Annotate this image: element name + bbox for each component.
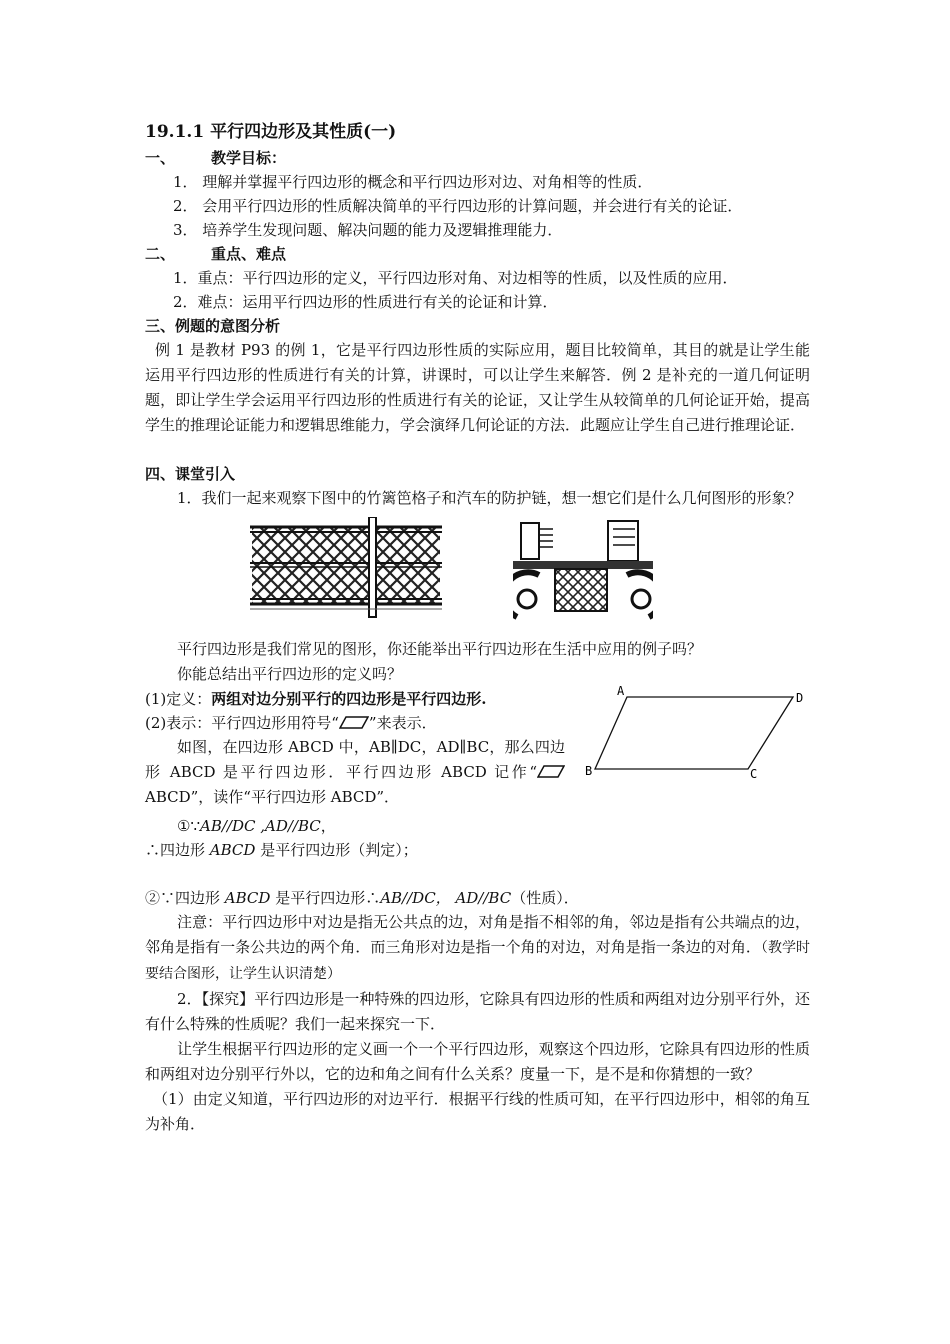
section-1-heading [145, 146, 810, 170]
document-page [145, 120, 810, 1137]
section-2-number: 二、 [145, 245, 176, 263]
condition-2-a: ∴四边形 [145, 841, 210, 859]
parallelogram-symbol-icon [537, 765, 565, 778]
vertex-label-a: A [617, 685, 625, 698]
condition-1-a: ①∵ [177, 817, 200, 835]
key-point-item-1: 1．重点：平行四边形的定义，平行四边形对角、对边相等的性质，以及性质的应用． [173, 269, 738, 287]
vertex-label-d: D [796, 691, 804, 705]
conclusion-paragraph: （1）由定义知道，平行四边形的对边平行．根据平行线的性质可知，在平行四边形中，相邻的角互为补角． [145, 1090, 810, 1133]
vertex-label-b: B [585, 764, 593, 778]
goal-item-2: 2． 会用平行四边形的性质解决简单的平行四边形的计算问题，并会进行有关的论证． [173, 197, 743, 215]
section-1-number: 一、 [145, 149, 176, 167]
section-3-paragraph: 例 1 是教材 P93 的例 1，它是平行四边形性质的实际应用，题目比较简单，其目的就是让学生能运用平行四边形的性质进行有关的计算，讲课时，可以让学生来解答．例 2 是补充的一道几何证明题，即让学生学会运用平行四边形的性质进行有关的论证，又让学生从较简单的几何论证开始，提高学生的推理论证能力和逻辑思维能力，学会演绎几何论证的方法．此题应让学生自己进行推理论证． [145, 341, 810, 434]
example-notation-text-2: ABCD”，读作“平行四边形 ABCD”． [145, 788, 400, 806]
explore-label: 2．【探究】 [177, 990, 255, 1008]
example-notation-paragraph [145, 735, 565, 810]
intro-paragraph-2: 平行四边形是我们常见的图形，你还能举出平行四边形在生活中应用的例子吗？ [177, 640, 703, 658]
vertex-label-c: C [750, 767, 758, 780]
condition-1-c: ， [320, 817, 336, 835]
definition-prefix: (1)定义： [145, 690, 212, 708]
definition-text: 两组对边分别平行的四边形是平行四边形. [211, 690, 487, 708]
explore-text: 平行四边形是一种特殊的四边形，它除具有四边形的性质和两组对边分别平行外，还有什么特殊的性质呢？我们一起来探究一下． [145, 990, 810, 1033]
condition-2-b: ABCD [209, 841, 256, 859]
bamboo-fence-illustration [250, 517, 445, 622]
property-b: ABCD [224, 889, 271, 907]
doc-title: 19.1.1 平行四边形及其性质(一) [145, 122, 397, 142]
intro-paragraph-1: 1．我们一起来观察下图中的竹篱笆格子和汽车的防护链，想一想它们是什么几何图形的形象？ [177, 489, 802, 507]
note-paragraph [145, 910, 810, 987]
note-teaching-tip: （教学时要结合图形，让学生认识清楚） [145, 940, 810, 982]
definition-line [145, 687, 810, 711]
parallelogram-symbol-icon [339, 716, 369, 729]
goal-item-3: 3． 培养学生发现问题、解决问题的能力及逻辑推理能力． [173, 221, 563, 239]
goal-item-1: 1． 理解并掌握平行四边形的概念和平行四边形对边、对角相等的性质． [173, 173, 653, 191]
representation-suffix: ”来表示． [368, 714, 437, 732]
property-line [145, 886, 810, 910]
property-e: （性质）． [511, 889, 579, 907]
representation-prefix: (2)表示：平行四边形用符号“ [145, 714, 339, 732]
section-1-title: 教学目标： [211, 149, 287, 167]
section-2-heading [145, 242, 810, 266]
property-d: AB//DC， AD//BC [380, 889, 512, 907]
illustration-row [145, 517, 810, 627]
condition-1-b: AB//DC ,AD//BC [200, 817, 321, 835]
section-2-title: 重点、难点 [211, 245, 287, 263]
property-a: ②∵四边形 [145, 889, 225, 907]
property-c: 是平行四边形∴ [270, 889, 381, 907]
intro-paragraph-3: 你能总结出平行四边形的定义吗？ [177, 665, 403, 683]
condition-line-2 [145, 838, 810, 862]
activity-paragraph: 让学生根据平行四边形的定义画一个一个平行四边形，观察这个四边形，它除具有四边形的性质和两组对边分别平行外以，它的边和角之间有什么关系？度量一下，是不是和你猜想的一致？ [145, 1040, 810, 1083]
condition-2-c: 是平行四边形（判定）； [255, 841, 418, 859]
representation-line [145, 711, 810, 735]
definition-block [145, 687, 810, 810]
example-notation-text: 如图，在四边形 ABCD 中，AB∥DC，AD∥BC，那么四边形 ABCD 是平行四边形．平行四边形 ABCD 记作“ [145, 738, 565, 781]
car-guard-chain-illustration [513, 517, 653, 622]
section-4-heading: 四、课堂引入 [145, 465, 236, 483]
note-text: 注意：平行四边形中对边是指无公共点的边，对角是指不相邻的角，邻边是指有公共端点的边，邻角是指有一条公共边的两个角．而三角形对边是指一个角的对边，对角是指一条边的对角． [145, 913, 810, 956]
explore-paragraph [145, 987, 810, 1037]
condition-line-1 [145, 814, 810, 838]
key-point-item-2: 2．难点：运用平行四边形的性质进行有关的论证和计算． [173, 293, 558, 311]
section-3-heading: 三、例题的意图分析 [145, 317, 281, 335]
